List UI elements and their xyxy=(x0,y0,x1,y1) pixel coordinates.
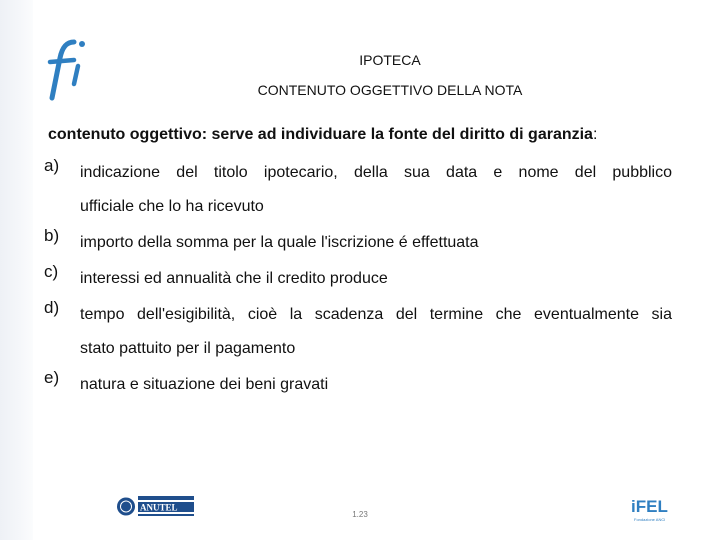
left-sidebar-band xyxy=(0,0,33,540)
page-title: IPOTECA xyxy=(359,52,421,68)
svg-text:iFEL: iFEL xyxy=(631,497,668,516)
list-item-text-line1: tempo dell'esigibilità, cioè la scadenza del termine che eventualmente sia xyxy=(80,306,672,323)
list-item-text-line1: indicazione del titolo ipotecario, della sua data e nome del pubblico xyxy=(80,164,672,181)
list-item-text-line1: importo della somma per la quale l'iscrizione é effettuata xyxy=(80,234,479,251)
svg-text:ANUTEL: ANUTEL xyxy=(140,502,178,513)
ifel-logo-icon xyxy=(630,492,670,524)
list-item-text-line2: ufficiale che lo ha ricevuto xyxy=(80,198,264,215)
list-item-letter: b) xyxy=(44,226,60,245)
svg-text:Fondazione ANCI: Fondazione ANCI xyxy=(634,517,666,522)
anutel-logo-icon xyxy=(116,494,194,519)
list-item-text-line1: natura e situazione dei beni gravati xyxy=(80,376,329,393)
intro-colon: : xyxy=(592,126,598,143)
list-item-letter: c) xyxy=(44,262,59,281)
page-subtitle: CONTENUTO OGGETTIVO DELLA NOTA xyxy=(257,82,523,98)
list-item-text-line1: interessi ed annualità che il credito produce xyxy=(80,270,388,287)
list-item-letter: d) xyxy=(44,298,60,317)
list-item-letter: a) xyxy=(44,156,60,175)
list-item-text-line2: stato pattuito per il pagamento xyxy=(80,340,296,357)
intro-text-main: contenuto oggettivo: serve ad individuare la fonte del diritto di garanzia xyxy=(48,126,593,143)
page-number: 1.23 xyxy=(352,510,368,519)
fi-logo-icon xyxy=(44,36,96,102)
intro-text xyxy=(48,126,688,144)
list-item-letter: e) xyxy=(44,368,60,387)
